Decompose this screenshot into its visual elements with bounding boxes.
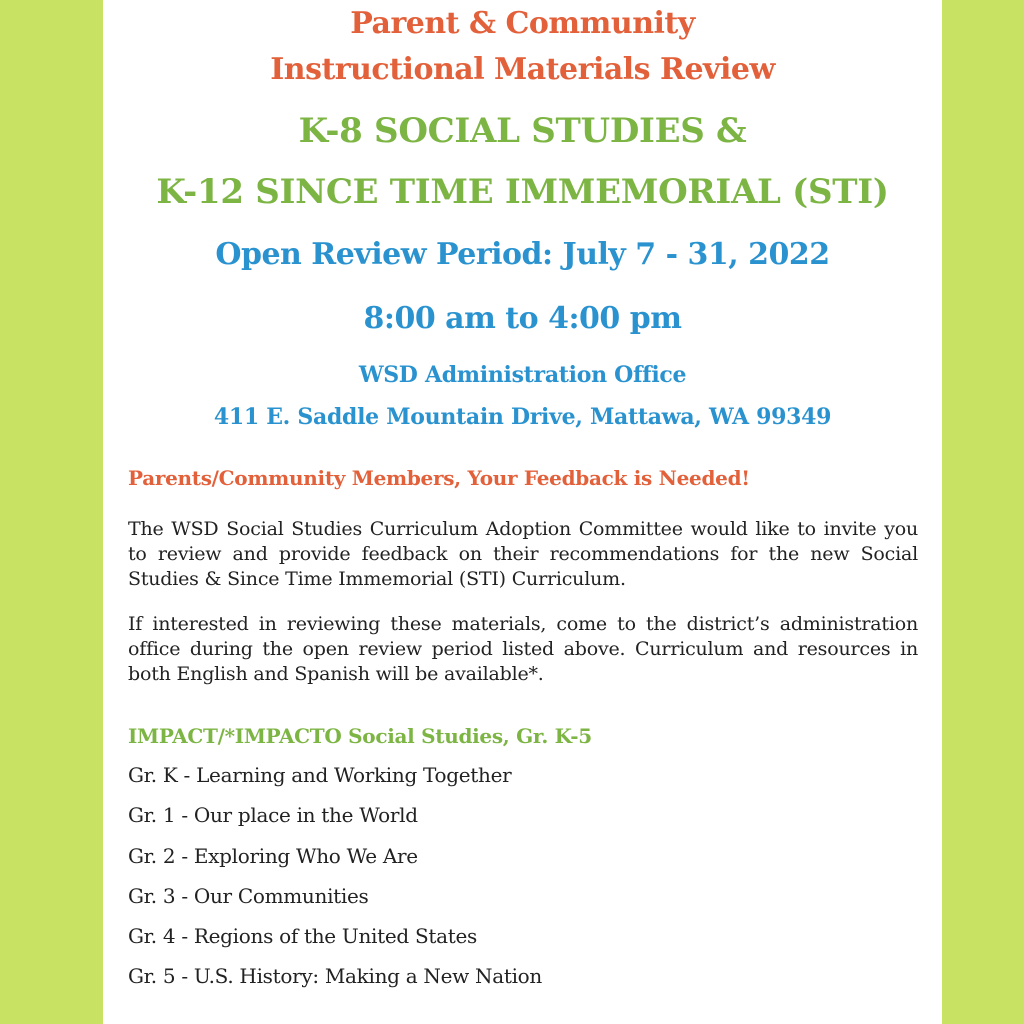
- flyer-page: [103, 0, 942, 1024]
- subject-line-1: K-8 SOCIAL STUDIES &: [298, 111, 747, 151]
- location-name: WSD Administration Office: [358, 362, 687, 388]
- location-address: 411 E. Saddle Mountain Drive, Mattawa, WA 99349: [213, 404, 832, 430]
- grade-item-2: Gr. 2 - Exploring Who We Are: [128, 843, 418, 868]
- materials-heading: IMPACT/*IMPACTO Social Studies, Gr. K-5: [128, 724, 592, 748]
- review-period: Open Review Period: July 7 - 31, 2022: [215, 237, 830, 272]
- grade-item-k: Gr. K - Learning and Working Together: [128, 763, 512, 787]
- title-line-1: Parent & Community: [350, 6, 695, 41]
- grade-item-3: Gr. 3 - Our Communities: [128, 883, 369, 908]
- invitation-paragraph: The WSD Social Studies Curriculum Adoption Committee would like to invite you to review and provide feedback on their recommendations for the new Social Studies & Since Time Immemorial (STI) Curriculum.: [128, 518, 918, 590]
- feedback-heading: Parents/Community Members, Your Feedback is Needed!: [128, 466, 750, 490]
- subject-line-2: K-12 SINCE TIME IMMEMORIAL (STI): [156, 172, 889, 212]
- grade-item-5: Gr. 5 - U.S. History: Making a New Nation: [128, 964, 542, 989]
- grade-item-4: Gr. 4 - Regions of the United States: [128, 924, 477, 949]
- title-line-2: Instructional Materials Review: [270, 52, 775, 87]
- instructions-paragraph: If interested in reviewing these materials, come to the district’s administration office during the open review period listed above. Curriculum and resources in both English and Spanish will be available*.: [128, 613, 918, 685]
- grade-item-1: Gr. 1 - Our place in the World: [128, 803, 418, 828]
- grade-list: [128, 763, 542, 1005]
- review-hours: 8:00 am to 4:00 pm: [363, 301, 682, 336]
